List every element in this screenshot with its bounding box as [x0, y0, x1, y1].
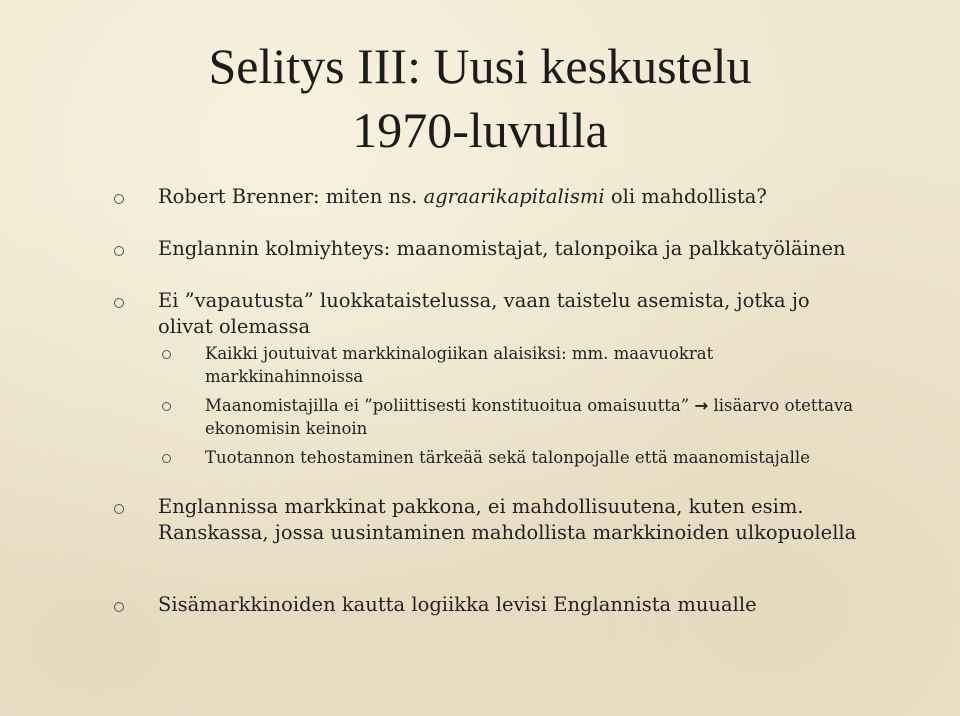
hollow-circle-bullet-icon [114, 298, 124, 308]
hollow-circle-bullet-icon [162, 402, 171, 411]
item-text-prefix: Maanomistajilla ei ”poliittisesti konstituoitua omaisuutta” [205, 396, 695, 415]
item-text: Englannin kolmiyhteys: maanomistajat, talonpoika ja palkkatyöläinen [158, 237, 846, 260]
title-line-2: 1970-luvulla [352, 102, 608, 158]
item-text: Sisämarkkinoiden kautta logiikka levisi Englannista muualle [158, 593, 757, 616]
hollow-circle-bullet-icon [114, 504, 124, 514]
item-text-emphasis: agraarikapitalismi [423, 185, 605, 208]
bullet-item-5 [158, 592, 858, 618]
hollow-circle-bullet-icon [162, 454, 171, 463]
item-text: Ei ”vapautusta” luokkataistelussa, vaan taistelu asemista, jotka jo olivat olemassa [158, 289, 810, 338]
sub-bullet-item-3 [205, 446, 855, 469]
item-text: Tuotannon tehostaminen tärkeää sekä talonpojalle että maanomistajalle [205, 448, 810, 467]
slide-title [80, 34, 880, 162]
title-line-1: Selitys III: Uusi keskustelu [208, 38, 752, 94]
sub-bullet-item-1 [205, 342, 855, 388]
right-arrow-icon: → [694, 396, 709, 415]
bullet-item-3 [158, 288, 858, 340]
bullet-item-4 [158, 494, 858, 546]
item-text-prefix: Robert Brenner: miten ns. [158, 185, 424, 208]
hollow-circle-bullet-icon [114, 602, 124, 612]
bullet-item-1 [158, 184, 858, 210]
sub-bullet-item-2 [205, 394, 855, 440]
item-text: Englannissa markkinat pakkona, ei mahdollisuutena, kuten esim. Ranskassa, jossa uusintaminen mahdollista markkinoiden ulkopuolella [158, 495, 857, 544]
bullet-item-2 [158, 236, 858, 262]
hollow-circle-bullet-icon [114, 194, 124, 204]
item-text-suffix: oli mahdollista? [604, 185, 767, 208]
item-text: Kaikki joutuivat markkinalogiikan alaisiksi: mm. maavuokrat markkinahinnoissa [205, 344, 714, 386]
hollow-circle-bullet-icon [162, 350, 171, 359]
hollow-circle-bullet-icon [114, 246, 124, 256]
item-text-suffix: lisäarvo otettava ekonomisin keinoin [205, 396, 854, 438]
